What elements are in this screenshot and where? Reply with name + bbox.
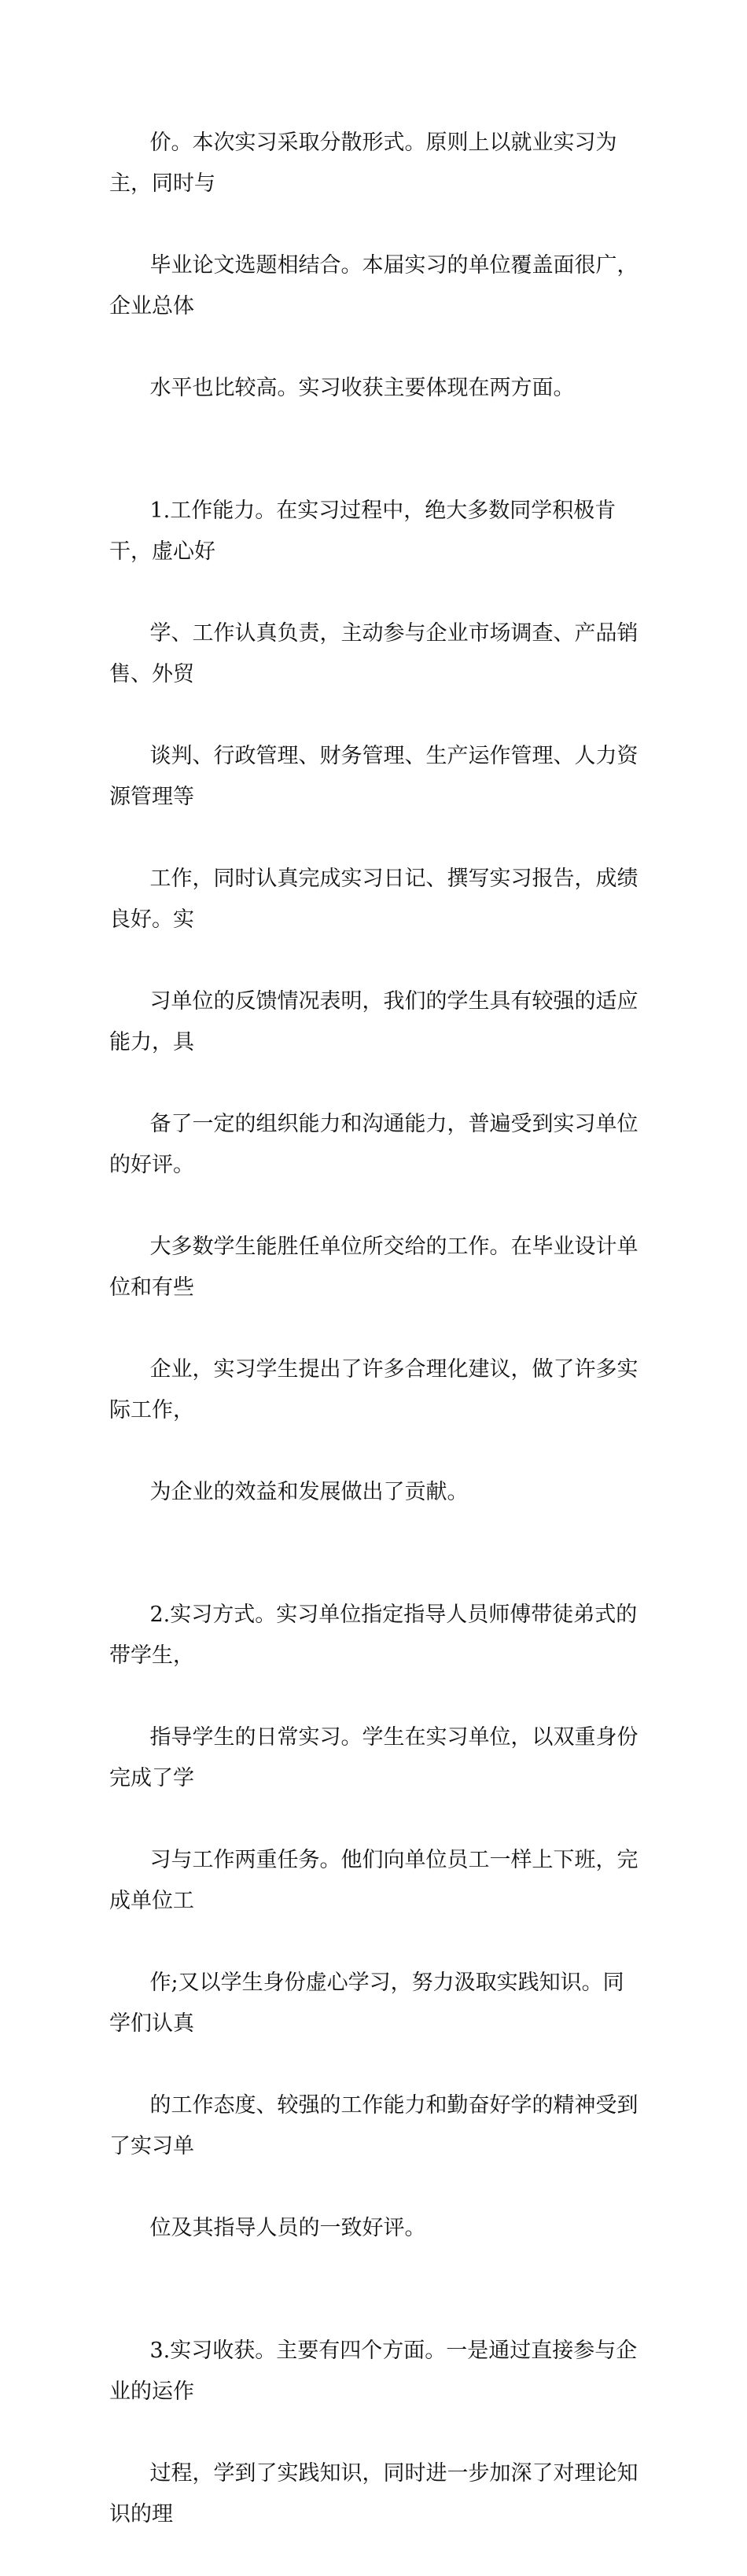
text-line: 的工作态度、较强的工作能力和勤奋好学的精神受到了实习单	[109, 2093, 638, 2158]
paragraph-internship-gains	[109, 2290, 644, 2576]
paragraph-internship-method	[109, 1554, 644, 2290]
document-body	[109, 82, 644, 2576]
text-line: 习与工作两重任务。他们向单位员工一样上下班，完成单位工	[109, 1848, 638, 1913]
text-line: 指导学生的日常实习。学生在实习单位，以双重身份完成了学	[109, 1725, 638, 1790]
text-line: 价。本次实习采取分散形式。原则上以就业实习为主，同时与	[109, 131, 617, 196]
paragraph-intro	[109, 82, 644, 450]
text-line: 备了一定的组织能力和沟通能力，普遍受到实习单位的好评。	[109, 1112, 638, 1177]
text-line: 位及其指导人员的一致好评。	[149, 2216, 426, 2240]
text-line: 企业，实习学生提出了许多合理化建议，做了许多实际工作，	[109, 1357, 638, 1422]
text-line: 毕业论文选题相结合。本届实习的单位覆盖面很广，企业总体	[109, 253, 638, 318]
text-line: 大多数学生能胜任单位所交给的工作。在毕业设计单位和有些	[109, 1235, 638, 1300]
text-line: 3.实习收获。主要有四个方面。一是通过直接参与企业的运作	[109, 2339, 638, 2404]
text-line: 学、工作认真负责，主动参与企业市场调查、产品销售、外贸	[109, 621, 638, 686]
text-line: 水平也比较高。实习收获主要体现在两方面。	[149, 376, 575, 400]
text-line: 作;又以学生身份虚心学习，努力汲取实践知识。同学们认真	[109, 1971, 624, 2036]
text-line: 为企业的效益和发展做出了贡献。	[149, 1480, 469, 1504]
text-line: 1.工作能力。在实习过程中，绝大多数同学积极肯干，虚心好	[109, 499, 616, 564]
text-line: 习单位的反馈情况表明，我们的学生具有较强的适应能力，具	[109, 989, 638, 1054]
text-line: 2.实习方式。实习单位指定指导人员师傅带徒弟式的带学生，	[109, 1603, 638, 1668]
text-line: 谈判、行政管理、财务管理、生产运作管理、人力资源管理等	[109, 744, 638, 809]
text-line: 工作，同时认真完成实习日记、撰写实习报告，成绩良好。实	[109, 867, 638, 932]
paragraph-work-ability	[109, 450, 644, 1554]
text-line: 过程，学到了实践知识，同时进一步加深了对理论知识的理	[109, 2461, 638, 2526]
